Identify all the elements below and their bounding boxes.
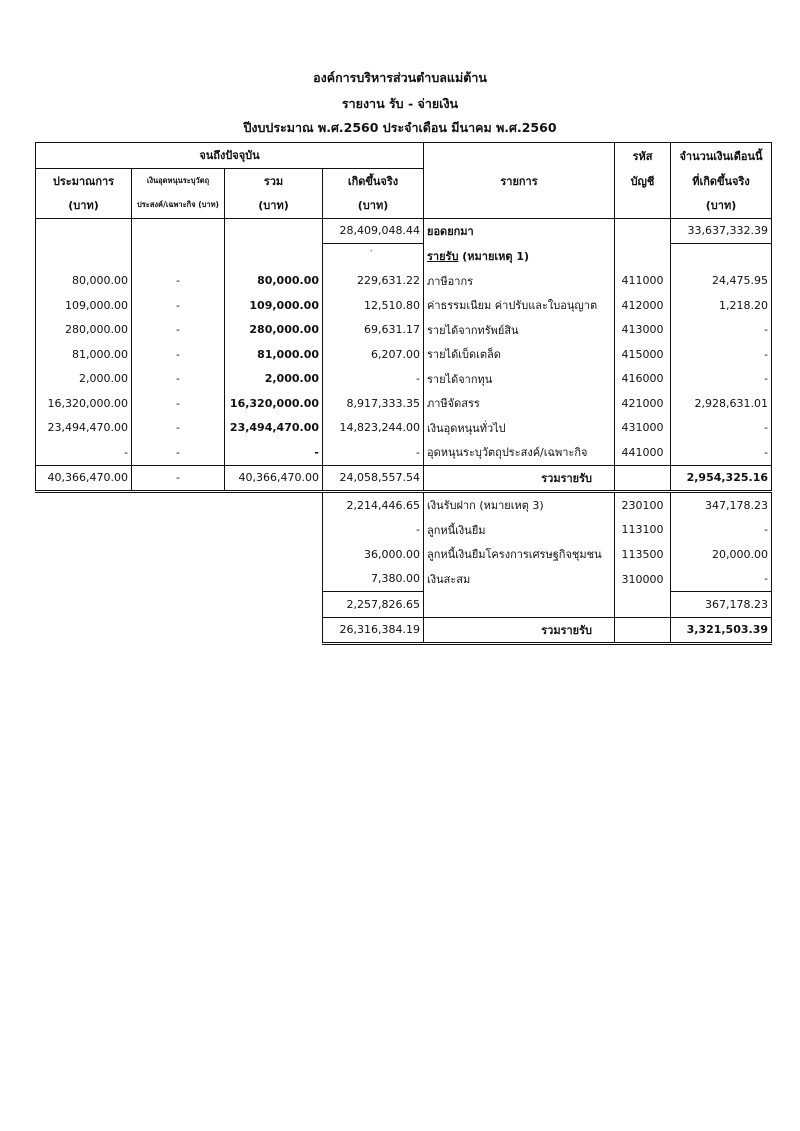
grand-month: 3,321,503.39 — [671, 617, 772, 644]
actual-cell: - — [323, 440, 424, 465]
income-row — [36, 391, 772, 416]
other-item: เงินรับฝาก (หมายเหตุ 3) — [427, 499, 544, 513]
month-cell: - — [671, 367, 772, 392]
subtotal-actual: 2,257,826.65 — [323, 592, 424, 618]
estimate-cell: - — [36, 440, 132, 465]
baht-label: (บาท) — [36, 193, 132, 218]
subsidy-cell: - — [132, 293, 225, 318]
month-header-2: ที่เกิดขึ้นจริง — [671, 168, 772, 193]
carried-actual: 28,409,048.44 — [323, 218, 424, 244]
estimate-cell: 2,000.00 — [36, 367, 132, 392]
other-actual: 2,214,446.65 — [323, 492, 424, 518]
total-total: 40,366,470.00 — [225, 465, 323, 492]
item-cell: ค่าธรรมเนียม ค่าปรับและใบอนุญาต — [427, 299, 598, 313]
other-actual: - — [323, 518, 424, 543]
total-cell: 80,000.00 — [225, 269, 323, 294]
subsidy-cell: - — [132, 391, 225, 416]
other-code: 113500 — [615, 542, 671, 567]
month-cell: - — [671, 440, 772, 465]
subsidy-header-2: ประสงค์/เฉพาะกิจ (บาท) — [132, 193, 225, 218]
item-cell: รายได้จากทุน — [427, 372, 493, 386]
estimate-cell: 109,000.00 — [36, 293, 132, 318]
subsidy-cell: - — [132, 269, 225, 294]
total-month: 2,954,325.16 — [671, 465, 772, 492]
other-actual: 36,000.00 — [323, 542, 424, 567]
header-row-3 — [36, 193, 772, 218]
actual-cell: 229,631.22 — [323, 269, 424, 294]
code-cell: 431000 — [615, 416, 671, 441]
subsidy-cell: - — [132, 342, 225, 367]
income-row — [36, 318, 772, 343]
income-row — [36, 367, 772, 392]
subsidy-cell: - — [132, 440, 225, 465]
to-date-header: จนถึงปัจจุบัน — [36, 143, 424, 169]
income-row — [36, 269, 772, 294]
income-total-row — [36, 465, 772, 492]
income-row — [36, 293, 772, 318]
total-cell: 81,000.00 — [225, 342, 323, 367]
code-cell: 421000 — [615, 391, 671, 416]
estimate-cell: 280,000.00 — [36, 318, 132, 343]
total-cell: 2,000.00 — [225, 367, 323, 392]
other-item: เงินสะสม — [427, 573, 471, 586]
grand-actual: 26,316,384.19 — [323, 617, 424, 644]
actual-cell: 8,917,333.35 — [323, 391, 424, 416]
other-item: ลูกหนี้เงินยืมโครงการเศรษฐกิจชุมชน — [427, 548, 602, 562]
income-row — [36, 416, 772, 441]
item-cell: เงินอุดหนุนทั่วไป — [427, 421, 506, 435]
income-row — [36, 342, 772, 367]
org-name: องค์การบริหารส่วนตำบลแม่ต้าน — [313, 70, 487, 85]
code-cell: 415000 — [615, 342, 671, 367]
total-header: รวม — [225, 168, 323, 193]
baht-label: (บาท) — [671, 193, 772, 218]
month-cell: - — [671, 416, 772, 441]
other-month: - — [671, 567, 772, 592]
income-heading-row — [36, 244, 772, 269]
baht-label: (บาท) — [225, 193, 323, 218]
total-actual: 24,058,557.54 — [323, 465, 424, 492]
subtotal-month: 367,178.23 — [671, 592, 772, 618]
receipts-table — [35, 142, 772, 645]
subsidy-cell: - — [132, 416, 225, 441]
total-subsidy: - — [132, 465, 225, 492]
total-cell: 16,320,000.00 — [225, 391, 323, 416]
item-cell: ภาษีอากร — [427, 274, 474, 288]
actual-header: เกิดขึ้นจริง — [323, 168, 424, 193]
code-cell: 413000 — [615, 318, 671, 343]
actual-cell: 69,631.17 — [323, 318, 424, 343]
actual-cell: 12,510.80 — [323, 293, 424, 318]
total-cell: 109,000.00 — [225, 293, 323, 318]
estimate-cell: 23,494,470.00 — [36, 416, 132, 441]
code-cell: 412000 — [615, 293, 671, 318]
scan-mark — [323, 244, 424, 269]
month-cell: - — [671, 342, 772, 367]
month-cell: 2,928,631.01 — [671, 391, 772, 416]
baht-label: (บาท) — [323, 193, 424, 218]
other-row — [36, 542, 772, 567]
other-actual: 7,380.00 — [323, 567, 424, 592]
income-total-label: รวมรายรับ — [424, 465, 615, 492]
item-cell: รายได้จากทรัพย์สิน — [427, 323, 519, 337]
report-title: รายงาน รับ - จ่ายเงิน — [341, 96, 459, 111]
other-code: 113100 — [615, 518, 671, 543]
other-subtotal-row — [36, 592, 772, 618]
header-row-2 — [36, 168, 772, 193]
other-row — [36, 518, 772, 543]
other-row — [36, 567, 772, 592]
total-cell: 280,000.00 — [225, 318, 323, 343]
month-cell: 24,475.95 — [671, 269, 772, 294]
income-note: (หมายเหตุ 1) — [458, 250, 530, 263]
item-cell: รายได้เบ็ดเตล็ด — [427, 348, 501, 362]
subsidy-cell: - — [132, 367, 225, 392]
other-code: 230100 — [615, 492, 671, 518]
subsidy-header-1: เงินอุดหนุนระบุวัตถุ — [132, 168, 225, 193]
other-month: - — [671, 518, 772, 543]
item-header: รายการ — [424, 168, 615, 193]
total-cell: 23,494,470.00 — [225, 416, 323, 441]
code-header-2: บัญชี — [615, 168, 671, 193]
month-cell: 1,218.20 — [671, 293, 772, 318]
actual-cell: 14,823,244.00 — [323, 416, 424, 441]
other-month: 347,178.23 — [671, 492, 772, 518]
report-period: ปีงบประมาณ พ.ศ.2560 ประจำเดือน มีนาคม พ.ศ.2560 — [243, 120, 557, 135]
carried-row — [36, 218, 772, 244]
item-cell: อุดหนุนระบุวัตถุประสงค์/เฉพาะกิจ — [427, 446, 588, 460]
estimate-cell: 80,000.00 — [36, 269, 132, 294]
income-row — [36, 440, 772, 465]
other-code: 310000 — [615, 567, 671, 592]
carried-label: ยอดยกมา — [427, 225, 474, 238]
total-cell: - — [225, 440, 323, 465]
total-estimate: 40,366,470.00 — [36, 465, 132, 492]
income-heading: รายรับ — [427, 250, 459, 263]
actual-cell: - — [323, 367, 424, 392]
other-item: ลูกหนี้เงินยืม — [427, 523, 486, 537]
month-header-1: จำนวนเงินเดือนนี้ — [671, 143, 772, 169]
code-cell: 411000 — [615, 269, 671, 294]
item-cell: ภาษีจัดสรร — [427, 397, 480, 411]
grand-total-label: รวมรายรับ — [424, 617, 615, 644]
subsidy-cell: - — [132, 318, 225, 343]
other-row — [36, 492, 772, 518]
carried-month: 33,637,332.39 — [671, 218, 772, 244]
code-header-1: รหัส — [615, 143, 671, 169]
other-month: 20,000.00 — [671, 542, 772, 567]
estimate-header: ประมาณการ — [36, 168, 132, 193]
estimate-cell: 81,000.00 — [36, 342, 132, 367]
grand-total-row — [36, 617, 772, 644]
actual-cell: 6,207.00 — [323, 342, 424, 367]
code-cell: 416000 — [615, 367, 671, 392]
header-row-1 — [36, 143, 772, 169]
month-cell: - — [671, 318, 772, 343]
estimate-cell: 16,320,000.00 — [36, 391, 132, 416]
code-cell: 441000 — [615, 440, 671, 465]
